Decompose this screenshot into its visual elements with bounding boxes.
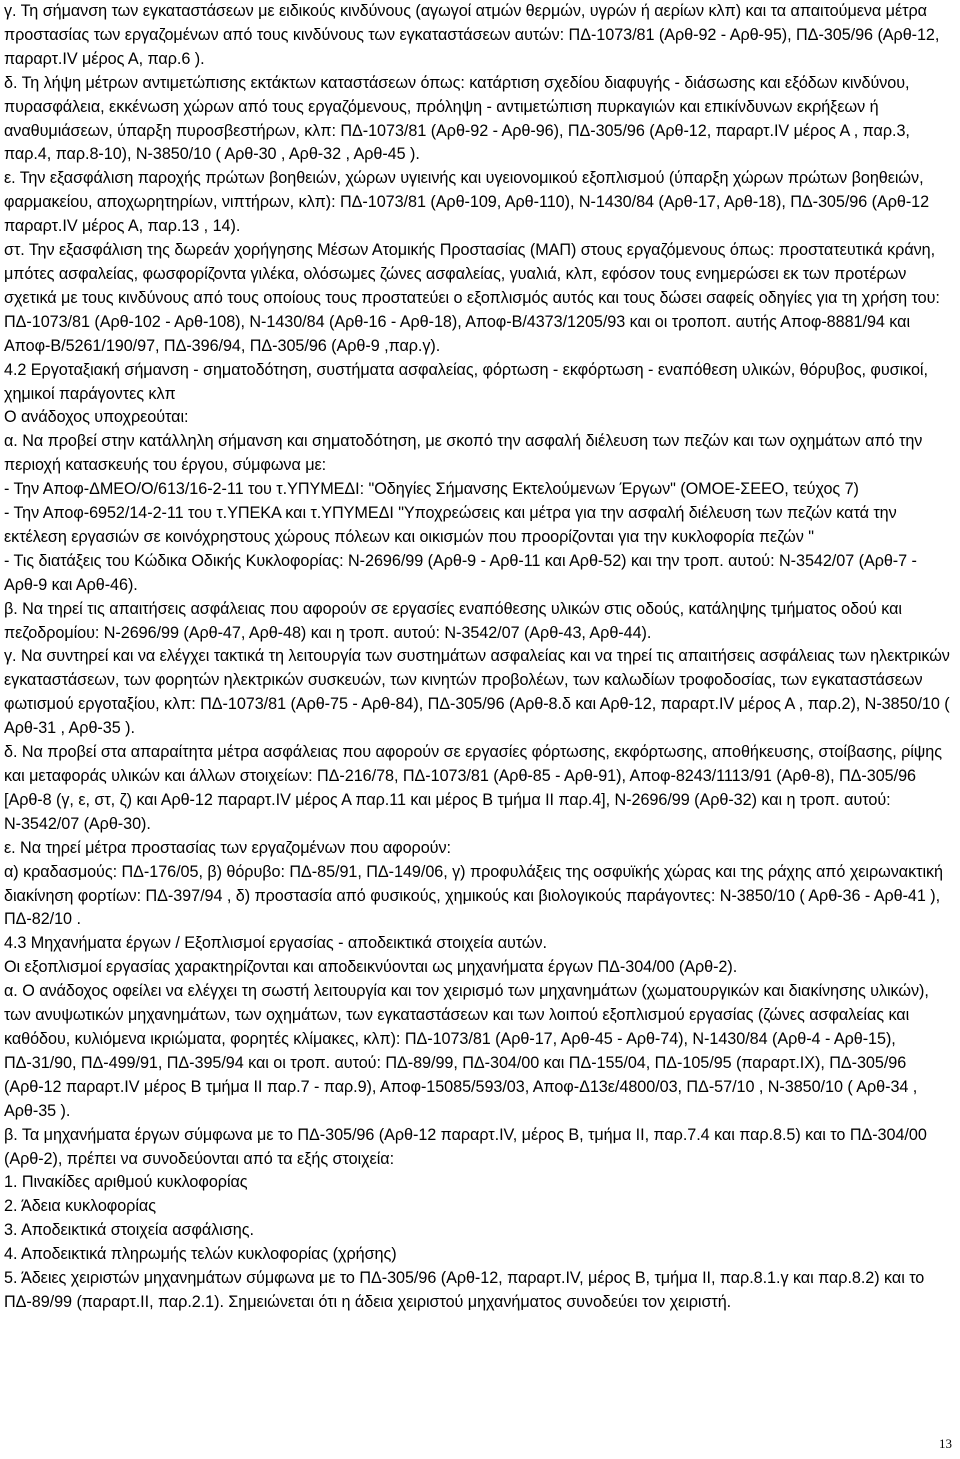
paragraph-delta-emergency-measures: δ. Τη λήψη μέτρων αντιμετώπισης εκτάκτων καταστάσεων όπως: κατάρτιση σχεδίου διαφυγής - διάσωσης και εξόδων κινδύνου, πυρασφάλεια, εκκένωση χώρων από τους εργαζόμενους, πρόληψη - αντιμετώπιση πυρκαγιών και επικίνδυνων εκρήξεων ή αναθυμιάσεων, ύπαρξη πυροσβεστήρων, κλπ: ΠΔ-1073/81 (Αρθ-92 - Αρθ-96), ΠΔ-305/96 (Αρθ-12, παραρτ.IV μέρος Α , παρ.3, παρ.4, παρ.8-10), Ν-3850/10 ( Αρθ-30 , Αρθ-32 , Αρθ-45 ).	[4, 73, 910, 164]
page-number: 13	[939, 1436, 952, 1451]
paragraph-contractor-obligation: Ο ανάδοχος υποχρεούται:	[4, 408, 189, 427]
section-heading-4-2: 4.2 Εργοταξιακή σήμανση - σηματοδότηση, συστήματα ασφαλείας, φόρτωση - εκφόρτωση - εναπόθεση υλικών, θόρυβος, φυσικοί, χημικοί παράγοντες κλπ	[4, 360, 928, 403]
paragraph-beta-material-deposit: β. Να τηρεί τις απαιτήσεις ασφάλειας που αφορούν σε εργασίες εναπόθεσης υλικών στις οδούς, κατάληψης τμήματος οδού και πεζοδρομίου: Ν-2696/99 (Αρθ-47, Αρθ-48) και η τροπ. αυτού: Ν-3542/07 (Αρθ-43, Αρθ-44).	[4, 599, 902, 642]
paragraph-protection-list: α) κραδασμούς: ΠΔ-176/05, β) θόρυβο: ΠΔ-85/91, ΠΔ-149/06, γ) προφυλάξεις της οσφυϊκής χώρας και της ράχης από χειρωνακτική διακίνηση φορτίων: ΠΔ-397/94 , δ) προστασία από φυσικούς, χημικούς και βιολογικούς παράγοντες: Ν-3850/10 ( Αρθ-36 - Αρθ-41 ), ΠΔ-82/10 .	[4, 862, 944, 929]
paragraph-gamma-facility-signage: γ. Τη σήμανση των εγκαταστάσεων με ειδικούς κινδύνους (αγωγοί ατμών θερμών, υγρών ή αερίων κλπ) και τα απαιτούμενα μέτρα προστασίας των εργαζομένων από τους κινδύνους των εγκαταστάσεων αυτών: ΠΔ-1073/81 (Αρθ-92 - Αρθ-95), ΠΔ-305/96 (Αρθ-12, παραρτ.IV μέρος Α, παρ.6 ).	[4, 2, 940, 68]
numbered-item-2: 2. Άδεια κυκλοφορίας	[4, 1197, 156, 1216]
numbered-item-5: 5. Άδειες χειριστών μηχανημάτων σύμφωνα με το ΠΔ-305/96 (Αρθ-12, παραρτ.IV, μέρος Β, τμήμα ΙΙ, παρ.8.1.γ και παρ.8.2) και το ΠΔ-89/99 (παραρτ.ΙΙ, παρ.2.1). Σημειώνεται ότι η άδεια χειριστού μηχανήματος συνοδεύει τον χειριστή.	[4, 1269, 925, 1311]
paragraph-alpha-signage: α. Να προβεί στην κατάλληλη σήμανση και σηματοδότηση, με σκοπό την ασφαλή διέλευση των πεζών και των οχημάτων από την περιοχή κατασκευής του έργου, σύμφωνα με:	[4, 432, 923, 475]
paragraph-equipment-definition: Οι εξοπλισμοί εργασίας χαρακτηρίζονται και αποδεικνύονται ως μηχανήματα έργων ΠΔ-304/00 (Αρθ-2).	[4, 958, 738, 977]
list-item-decision-6952: - Την Αποφ-6952/14-2-11 του τ.ΥΠΕΚΑ και τ.ΥΠΥΜΕΔΙ "Υποχρεώσεις και μέτρα για την ασφαλή διέλευση των πεζών κατά την εκτέλεση εργασιών σε κοινόχρηστους χώρους πόλεων και οικισμών που προορίζονται για την κυκλοφορία πεζών "	[4, 504, 897, 546]
paragraph-epsilon-worker-protection: ε. Να τηρεί μέτρα προστασίας των εργαζομένων που αφορούν:	[4, 838, 451, 857]
list-item-traffic-code: - Τις διατάξεις του Κώδικα Οδικής Κυκλοφορίας: Ν-2696/99 (Αρθ-9 - Αρθ-11 και Αρθ-52) και την τροπ. αυτού: Ν-3542/07 (Αρθ-7 - Αρθ-9 και Αρθ-46).	[4, 551, 917, 594]
paragraph-alpha-machinery-control: α. Ο ανάδοχος οφείλει να ελέγχει τη σωστή λειτουργία και τον χειρισμό των μηχανημάτων (χωματουργικών και διακίνησης υλικών), των ανυψωτικών μηχανημάτων, των οχημάτων, των εγκαταστάσεων και των λοιπού εξοπλισμού εργασίας (ζώνες ασφαλείας και καθόδου, κυλιόμενα ικριώματα, φορητές κλίμακες, κλπ): ΠΔ-1073/81 (Αρθ-17, Αρθ-45 - Αρθ-74), Ν-1430/84 (Αρθ-4 - Αρθ-15), ΠΔ-31/90, ΠΔ-499/91, ΠΔ-395/94 και οι τροπ. αυτού: ΠΔ-89/99, ΠΔ-304/00 και ΠΔ-155/04, ΠΔ-105/95 (παραρτ.ΙΧ), ΠΔ-305/96 (Αρθ-12 παραρτ.IV μέρος Β τμήμα ΙΙ παρ.7 - παρ.9), Αποφ-15085/593/03, Αποφ-Δ13ε/4800/03, ΠΔ-57/10 , Ν-3850/10 ( Αρθ-34 , Αρθ-35 ).	[4, 982, 929, 1120]
paragraph-beta-machinery-documents: β. Τα μηχανήματα έργων σύμφωνα με το ΠΔ-305/96 (Αρθ-12 παραρτ.IV, μέρος Β, τμήμα ΙΙ, παρ.7.4 και παρ.8.5) και το ΠΔ-304/00 (Αρθ-2), πρέπει να συνοδεύονται από τα εξής στοιχεία:	[4, 1125, 927, 1168]
numbered-item-1: 1. Πινακίδες αριθμού κυκλοφορίας	[4, 1173, 248, 1192]
section-heading-4-3: 4.3 Μηχανήματα έργων / Εξοπλισμοί εργασίας - αποδεικτικά στοιχεία αυτών.	[4, 934, 548, 953]
numbered-item-4: 4. Αποδεικτικά πληρωμής τελών κυκλοφορίας (χρήσης)	[4, 1245, 397, 1264]
paragraph-epsilon-first-aid: ε. Την εξασφάλιση παροχής πρώτων βοηθειών, χώρων υγιεινής και υγειονομικού εξοπλισμού (ύπαρξη χώρων πρώτων βοηθειών, φαρμακείου, αποχωρητηρίων, νιπτήρων, κλπ): ΠΔ-1073/81 (Αρθ-109, Αρθ-110), Ν-1430/84 (Αρθ-17, Αρθ-18), ΠΔ-305/96 (Αρθ-12 παραρτ.IV μέρος Α, παρ.13 , 14).	[4, 169, 930, 236]
paragraph-st-protective-equipment: στ. Την εξασφάλιση της δωρεάν χορήγησης Μέσων Ατομικής Προστασίας (ΜΑΠ) στους εργαζόμενους όπως: προστατευτικά κράνη, μπότες ασφαλείας, φωσφορίζοντα γιλέκα, ολόσωμες ζώνες ασφαλείας, γυαλιά, κλπ, εφόσον τους ενημερώσει εκ των προτέρων σχετικά με τους κινδύνους από τους οποίους τους προστατεύει ο εξοπλισμός αυτός και τους δώσει σαφείς οδηγίες για τη χρήση του: ΠΔ-1073/81 (Αρθ-102 - Αρθ-108), Ν-1430/84 (Αρθ-16 - Αρθ-18), Αποφ-Β/4373/1205/93 και οι τροποπ. αυτής Αποφ-8881/94 και Αποφ-Β/5261/190/97, ΠΔ-396/94, ΠΔ-305/96 (Αρθ-9 ,παρ.γ).	[4, 241, 940, 355]
list-item-decision-dmeo: - Την Αποφ-ΔΜΕΟ/Ο/613/16-2-11 του τ.ΥΠΥΜΕΔΙ: "Οδηγίες Σήμανσης Εκτελούμενων Έργων" (ΟΜΟΕ-ΣΕΕΟ, τεύχος 7)	[4, 480, 859, 499]
paragraph-gamma-safety-systems: γ. Να συντηρεί και να ελέγχει τακτικά τη λειτουργία των συστημάτων ασφαλείας και να τηρεί τις απαιτήσεις ασφάλειας των ηλεκτρικών εγκαταστάσεων, των φορητών ηλεκτρικών συσκευών, των κινητών προβολέων, των καλωδίων τροφοδοσίας, των εγκαταστάσεων φωτισμού εργοταξίου, κλπ: ΠΔ-1073/81 (Αρθ-75 - Αρθ-84), ΠΔ-305/96 (Αρθ-8.δ και Αρθ-12, παραρτ.IV μέρος Α , παρ.2), Ν-3850/10 ( Αρθ-31 , Αρθ-35 ).	[4, 647, 950, 738]
document-page	[4, 0, 950, 1315]
paragraph-delta-loading: δ. Να προβεί στα απαραίτητα μέτρα ασφάλειας που αφορούν σε εργασίες φόρτωσης, εκφόρτωσης, αποθήκευσης, στοίβασης, ρίψης και μεταφοράς υλικών και άλλων στοιχείων: ΠΔ-216/78, ΠΔ-1073/81 (Αρθ-85 - Αρθ-91), Αποφ-8243/1113/91 (Αρθ-8), ΠΔ-305/96 [Αρθ-8 (γ, ε, στ, ζ) και Αρθ-12 παραρτ.IV μέρος Α παρ.11 και μέρος Β τμήμα ΙΙ παρ.4], Ν-2696/99 (Αρθ-32) και η τροπ. αυτού: Ν-3542/07 (Αρθ-30).	[4, 743, 942, 833]
numbered-item-3: 3. Αποδεικτικά στοιχεία ασφάλισης.	[4, 1221, 254, 1240]
